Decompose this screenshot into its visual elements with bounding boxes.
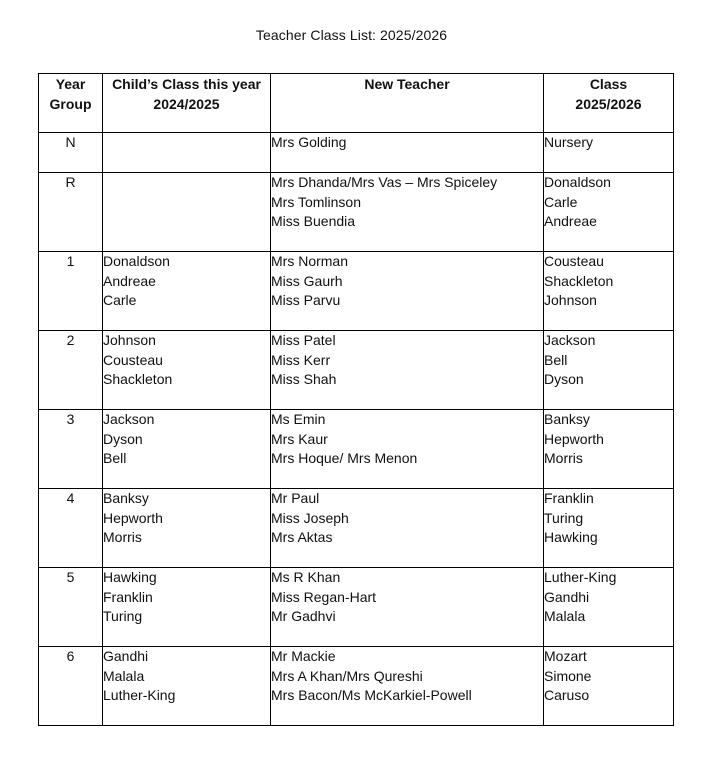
teacher-name: Miss Regan-Hart [271,588,377,605]
next-class-name: Morris [544,450,583,467]
current-class-name: Andreae [103,272,156,289]
next-class-name: Hawking [544,529,598,546]
next-class-name: Andreae [544,213,597,230]
new-teacher-cell [271,173,544,252]
header-current-class [103,74,271,133]
table-row [39,647,674,726]
next-class-name: Bell [544,351,568,368]
current-class-cell [103,647,271,726]
header-current-class-line1: Child’s Class this year [112,76,261,92]
next-class-cell [544,173,674,252]
teacher-name: Mrs Bacon/Ms McKarkiel-Powell [271,687,472,704]
current-class-cell [103,489,271,568]
year-group-cell: 1 [39,252,103,331]
current-class-name: Luther-King [103,687,176,704]
teacher-name: Mrs A Khan/Mrs Qureshi [271,667,423,684]
next-class-name: Cousteau [544,253,604,269]
next-class-name: Hepworth [544,430,604,447]
current-class-name: Turing [103,608,143,625]
teacher-name: Miss Kerr [271,351,331,368]
teacher-class-table [38,73,674,726]
current-class-name: Bell [103,450,127,467]
next-class-cell [544,133,674,173]
header-year-group [39,74,103,133]
header-new-teacher [271,74,544,133]
current-class-cell [103,568,271,647]
year-group-cell: R [39,173,103,252]
teacher-name: Miss Parvu [271,292,341,309]
current-class-name: Johnson [103,332,156,348]
year-group-cell: 6 [39,647,103,726]
year-group-cell: 4 [39,489,103,568]
new-teacher-cell [271,647,544,726]
header-current-class-line2: 2024/2025 [153,95,220,112]
document-title: Teacher Class List: 2025/2026 [255,27,448,43]
teacher-name: Mr Paul [271,490,320,506]
current-class-cell [103,252,271,331]
table-row [39,568,674,647]
next-class-name: Johnson [544,292,597,309]
current-class-name: Hawking [103,569,157,585]
next-class-name: Banksy [544,411,590,427]
current-class-name: Malala [103,667,145,684]
teacher-name: Mr Mackie [271,648,336,664]
next-class-name: Luther-King [544,569,617,585]
header-year-group-line1: Year [55,76,86,92]
current-class-name: Carle [103,292,137,309]
header-next-class-line1: Class [589,76,628,92]
table-row [39,173,674,252]
new-teacher-cell [271,489,544,568]
current-class-cell [103,331,271,410]
teacher-name: Ms R Khan [271,569,341,585]
current-class-name: Morris [103,529,142,546]
header-next-class-line2: 2025/2026 [575,95,642,112]
table-row [39,489,674,568]
year-group-cell: 2 [39,331,103,410]
next-class-name: Caruso [544,687,590,704]
teacher-name: Ms Emin [271,411,326,427]
teacher-name: Mrs Golding [271,134,347,150]
current-class-cell [103,173,271,252]
new-teacher-cell [271,410,544,489]
teacher-name: Mrs Kaur [271,430,328,447]
next-class-name: Turing [544,509,584,526]
next-class-cell [544,568,674,647]
table-row [39,331,674,410]
next-class-name: Carle [544,193,578,210]
teacher-name: Miss Gaurh [271,272,343,289]
year-group-cell: 5 [39,568,103,647]
next-class-cell [544,331,674,410]
teacher-name: Mrs Aktas [271,529,333,546]
table-header-row [39,74,674,133]
current-class-cell [103,133,271,173]
header-next-class [544,74,674,133]
current-class-name: Donaldson [103,253,170,269]
next-class-name: Shackleton [544,272,614,289]
current-class-name: Franklin [103,588,153,605]
teacher-name: Mrs Dhanda/Mrs Vas – Mrs Spiceley [271,174,498,190]
table-body [39,133,674,726]
table-row [39,252,674,331]
teacher-name: Mrs Tomlinson [271,193,361,210]
new-teacher-cell [271,568,544,647]
new-teacher-cell [271,252,544,331]
year-group-cell: 3 [39,410,103,489]
next-class-name: Dyson [544,371,584,388]
next-class-name: Malala [544,608,586,625]
header-new-teacher-line1: New Teacher [364,76,450,92]
teacher-name: Miss Joseph [271,509,349,526]
header-year-group-line2: Group [49,95,92,112]
teacher-name: Mrs Hoque/ Mrs Menon [271,450,418,467]
table-row [39,410,674,489]
next-class-name: Franklin [544,490,594,506]
current-class-name: Banksy [103,490,149,506]
next-class-cell [544,647,674,726]
year-group-cell: N [39,133,103,173]
current-class-name: Shackleton [103,371,173,388]
current-class-name: Jackson [103,411,155,427]
current-class-name: Gandhi [103,648,149,664]
teacher-name: Miss Buendia [271,213,356,230]
teacher-name: Mr Gadhvi [271,608,336,625]
next-class-cell [544,489,674,568]
current-class-name: Hepworth [103,509,163,526]
current-class-cell [103,410,271,489]
teacher-name: Miss Shah [271,371,337,388]
teacher-name: Mrs Norman [271,253,349,269]
next-class-name: Simone [544,667,592,684]
next-class-name: Mozart [544,648,587,664]
teacher-name: Miss Patel [271,332,336,348]
new-teacher-cell [271,331,544,410]
next-class-cell [544,410,674,489]
next-class-cell [544,252,674,331]
next-class-name: Jackson [544,332,596,348]
next-class-name: Donaldson [544,174,611,190]
next-class-name: Nursery [544,134,594,150]
table-row [39,133,674,173]
new-teacher-cell [271,133,544,173]
current-class-name: Dyson [103,430,143,447]
next-class-name: Gandhi [544,588,590,605]
current-class-name: Cousteau [103,351,163,368]
